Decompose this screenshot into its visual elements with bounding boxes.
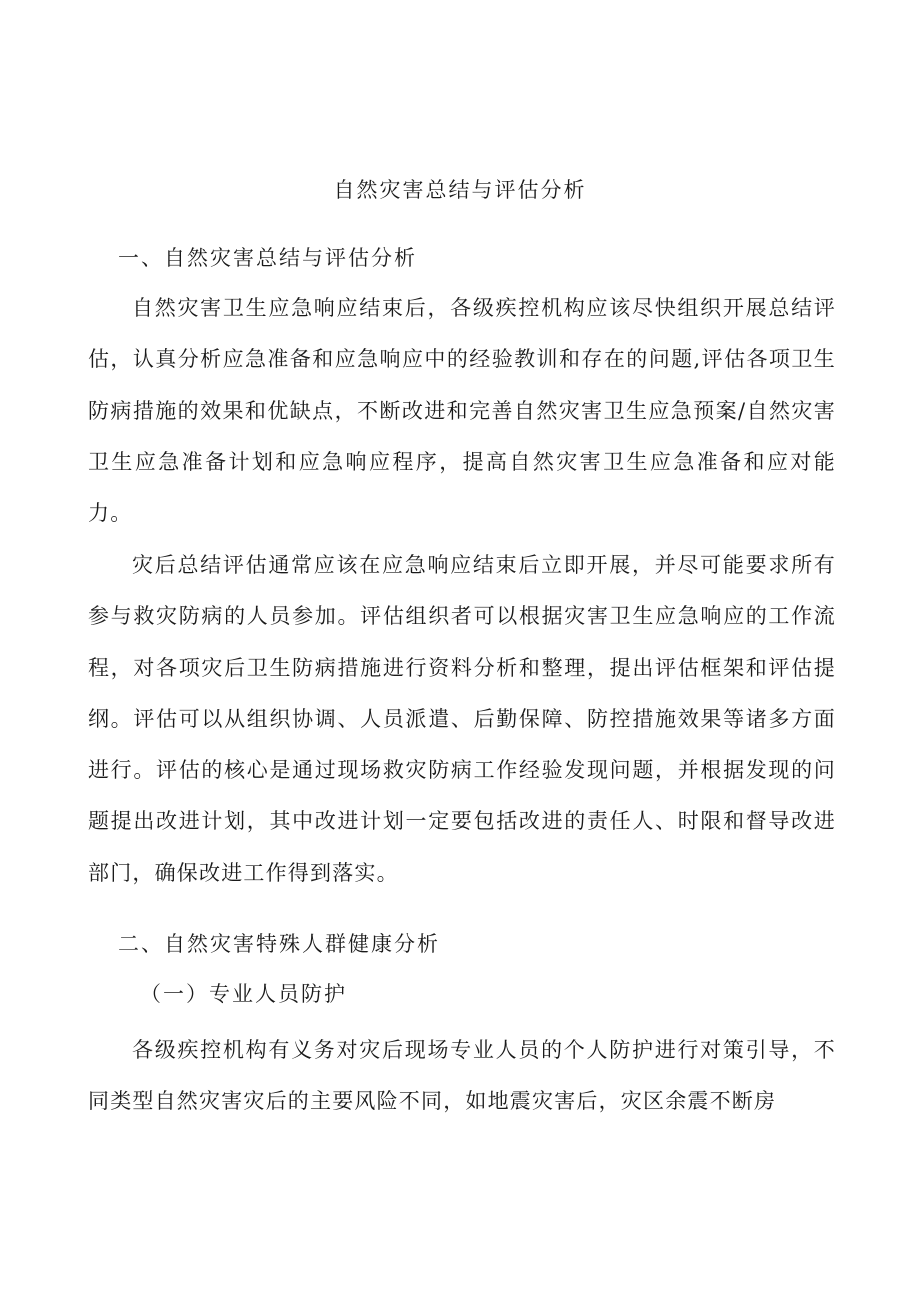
section-2-paragraph-1: 各级疾控机构有义务对灾后现场专业人员的个人防护进行对策引导，不同类型自然灾害灾后的主要风险不同，如地震灾害后，灾区余震不断房 <box>88 1038 836 1114</box>
section-2-subheading: （一）专业人员防护 <box>140 982 347 1006</box>
section-1-paragraph-2: 灾后总结评估通常应该在应急响应结束后立即开展，并尽可能要求所有参与救灾防病的人员参加。评估组织者可以根据灾害卫生应急响应的工作流程，对各项灾后卫生防病措施进行资料分析和整理，提出评估框架和评估提纲。评估可以从组织协调、人员派遣、后勤保障、防控措施效果等诸多方面进行。评估的核心是通过现场救灾防病工作经验发现问题，并根据发现的问题提出改进计划，其中改进计划一定要包括改进的责任人、时限和督导改进部门，确保改进工作得到落实。 <box>88 553 836 885</box>
document-title: 自然灾害总结与评估分析 <box>333 178 587 202</box>
section-1-paragraph-1: 自然灾害卫生应急响应结束后，各级疾控机构应该尽快组织开展总结评估，认真分析应急准备和应急响应中的经验教训和存在的问题,评估各项卫生防病措施的效果和优缺点，不断改进和完善自然灾害卫生应急预案/自然灾害卫生应急准备计划和应急响应程序，提高自然灾害卫生应急准备和应对能力。 <box>88 296 836 526</box>
section-1-heading: 一、自然灾害总结与评估分析 <box>118 246 417 270</box>
section-2-heading: 二、自然灾害特殊人群健康分析 <box>118 932 440 956</box>
